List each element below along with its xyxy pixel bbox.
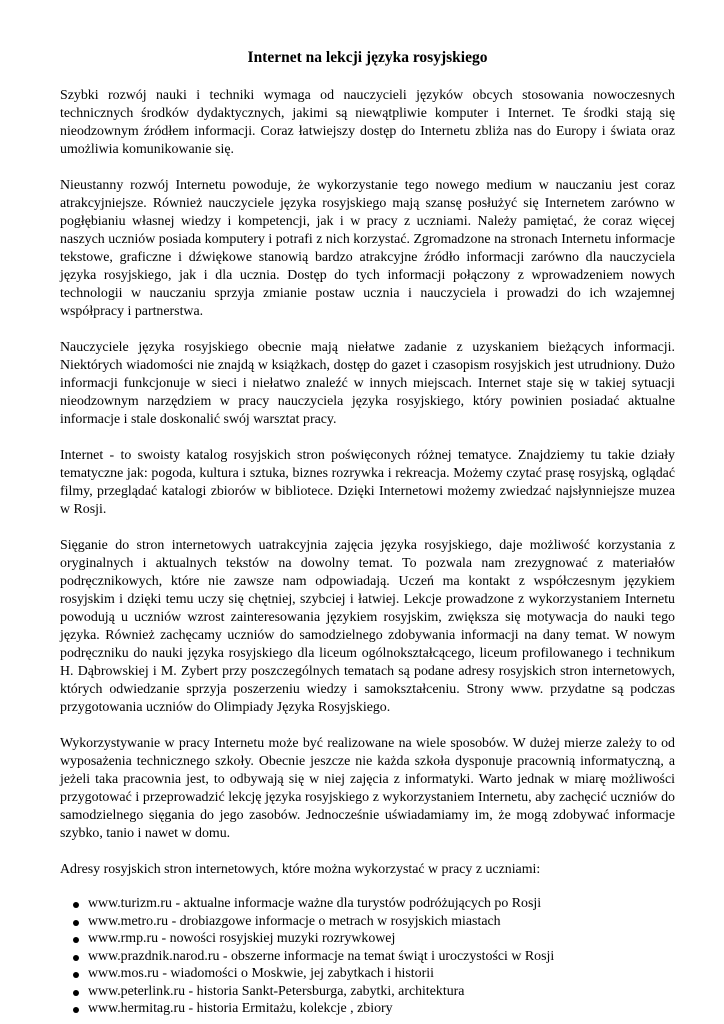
links-intro: Adresy rosyjskich stron internetowych, które można wykorzystać w pracy z uczniami: bbox=[60, 862, 541, 877]
paragraph: Nieustanny rozwój Internetu powoduje, że wykorzystanie tego nowego medium w nauczaniu jest coraz atrakcyjniejsze. Również nauczyciele języka rosyjskiego mają szansę posłużyć się Internetem zarówno w pogłębianiu własnej wiedzy i kompetencji, jak i w pracy z uczniami. Należy pamiętać, że coraz więcej naszych uczniów posiada komputery i potrafi z nich korzystać. Zgromadzone na stronach Internetu informacje tekstowe, graficzne i dźwiękowe stanowią bardzo atrakcyjne źródło informacji zarówno dla nauczyciela języka rosyjskiego, jak i dla ucznia. Dostęp do tych informacji połączony z wprowadzeniem nowych technologii w nauczaniu sprzyja zmianie postaw ucznia i nauczyciela i prowadzi do ich wzajemnej współpracy i partnerstwa. bbox=[60, 178, 675, 319]
link-text: www.prazdnik.narod.ru - obszerne informacje na temat świąt i uroczystości w Rosji bbox=[88, 948, 555, 964]
bullet-icon bbox=[73, 1007, 79, 1013]
paragraph: Szybki rozwój nauki i techniki wymaga od nauczycieli języków obcych stosowania nowoczesnych technicznych środków dydaktycznych, jakimi są niewątpliwie komputer i Internet. Te środki stają się nieodzownym źródłem informacji. Coraz łatwiejszy dostęp do Internetu zbliża nas do Europy i świata oraz umożliwia komunikowanie się. bbox=[60, 88, 675, 157]
paragraph: Sięganie do stron internetowych uatrakcyjnia zajęcia języka rosyjskiego, daje możliwość korzystania z oryginalnych i aktualnych tekstów na dowolny temat. To pozwala nam zrezygnować z materiałów podręcznikowych, które nie zawsze nam odpowiadają. Uczeń ma kontakt z współczesnym językiem rosyjskim i dzięki temu uczy się chętniej, szybciej i łatwiej. Lekcje prowadzone z wykorzystaniem Internetu powodują u uczniów wzrost zainteresowania językiem rosyjskim, zwiększa się motywacja do nauki tego języka. Również zachęcamy uczniów do samodzielnego zdobywania informacji na dany temat. W nowym podręczniku do nauki języka rosyjskiego dla liceum ogólnokształcącego, liceum profilowanego i technikum H. Dąbrowskiej i M. Zybert przy poszczególnych tematach są podane adresy rosyjskich stron internetowych, których odwiedzanie sprzyja poszerzeniu wiedzy i samokształceniu. Strony www. przydatne są podczas przygotowania uczniów do Olimpiady Języka Rosyjskiego. bbox=[60, 538, 675, 715]
link-text: www.turizm.ru - aktualne informacje ważne dla turystów podróżujących po Rosji bbox=[88, 896, 542, 911]
list-item bbox=[73, 965, 675, 983]
bullet-icon bbox=[73, 902, 79, 908]
bullet-icon bbox=[73, 937, 79, 943]
list-item bbox=[73, 913, 675, 931]
list-item bbox=[73, 983, 675, 1001]
link-list bbox=[60, 895, 675, 1018]
link-text: www.mos.ru - wiadomości o Moskwie, jej zabytkach i historii bbox=[88, 966, 434, 981]
link-text: www.hermitag.ru - historia Ermitażu, kolekcje , zbiory bbox=[88, 1001, 393, 1016]
page-title: Internet na lekcji języka rosyjskiego bbox=[247, 49, 488, 66]
link-text: www.rmp.ru - nowości rosyjskiej muzyki rozrywkowej bbox=[88, 931, 396, 946]
link-text: www.peterlink.ru - historia Sankt-Petersburga, zabytki, architektura bbox=[88, 983, 465, 999]
bullet-icon bbox=[73, 955, 79, 961]
document-page bbox=[60, 48, 675, 1018]
list-item bbox=[73, 1000, 675, 1018]
paragraph: Internet - to swoisty katalog rosyjskich stron poświęconych różnej tematyce. Znajdziemy tu takie działy tematyczne jak: pogoda, kultura i sztuka, biznes rozrywka i rekreacja. Możemy czytać prasę rosyjską, oglądać filmy, przeglądać katalogi zbiorów w bibliotece. Dzięki Internetowi możemy zwiedzać najsłynniejsze muzea w Rosji. bbox=[60, 448, 675, 517]
list-item bbox=[73, 895, 675, 913]
bullet-icon bbox=[73, 920, 79, 926]
paragraph: Nauczyciele języka rosyjskiego obecnie mają niełatwe zadanie z uzyskaniem bieżących informacji. Niektórych wiadomości nie znajdą w książkach, dostęp do gazet i czasopism rosyjskich jest utrudniony. Dużo informacji funkcjonuje w sieci i niełatwo znaleźć w innych miejscach. Internet staje się w takiej sytuacji nieodzownym narzędziem w pracy nauczyciela języka rosyjskiego, który powinien posiadać aktualne informacje i stale doskonalić swój warsztat pracy. bbox=[60, 340, 675, 427]
list-item bbox=[73, 948, 675, 966]
list-item bbox=[73, 930, 675, 948]
bullet-icon bbox=[73, 972, 79, 978]
link-text: www.metro.ru - drobiazgowe informacje o metrach w rosyjskich miastach bbox=[88, 913, 501, 929]
paragraph: Wykorzystywanie w pracy Internetu może być realizowane na wiele sposobów. W dużej mierze zależy to od wyposażenia technicznego szkoły. Obecnie jeszcze nie każda szkoła dysponuje pracownią informatyczną, a jeżeli taka pracownia jest, to odbywają się w niej zajęcia z informatyki. Warto jednak w miarę możliwości przygotować i przeprowadzić lekcję języka rosyjskiego z wykorzystaniem Internetu, aby zachęcić uczniów do samodzielnego sięgania do jego zasobów. Jednocześnie uświadamiamy im, że mogą zdobywać informacje szybko, tanio i nawet w domu. bbox=[60, 736, 675, 841]
bullet-icon bbox=[73, 990, 79, 996]
